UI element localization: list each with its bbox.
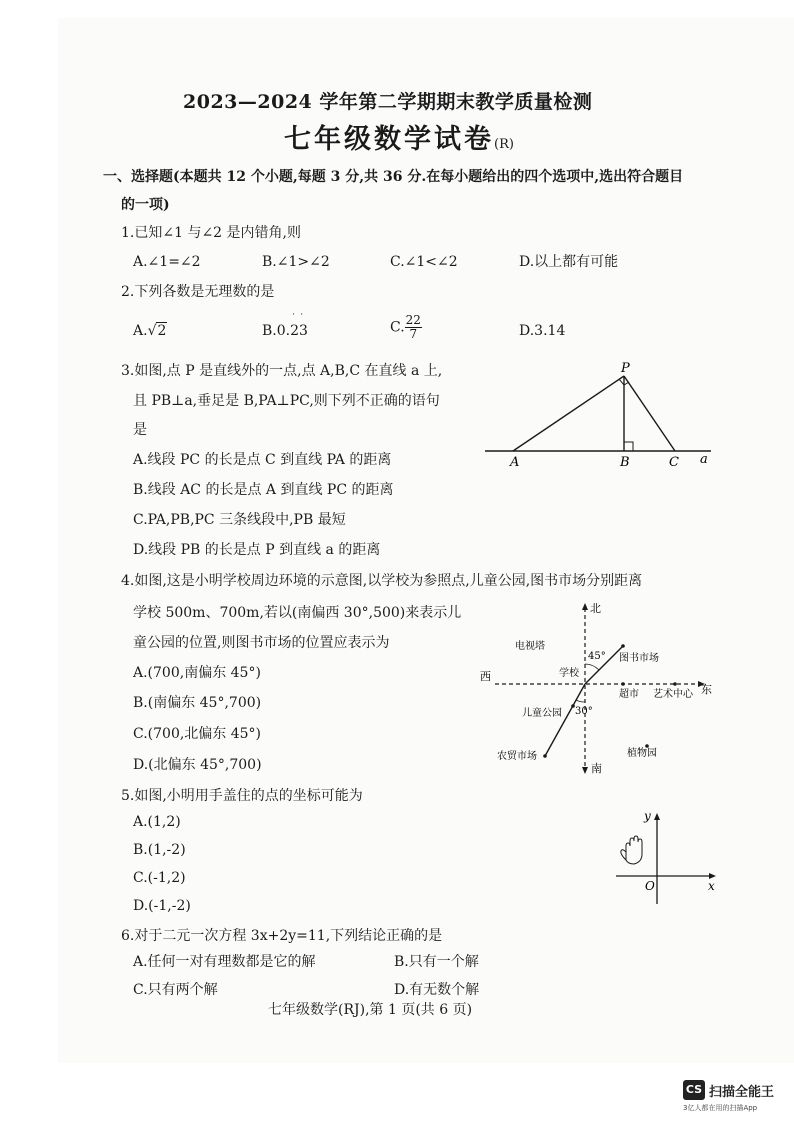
q5-option-b: B.(1,-2) — [133, 842, 186, 858]
q1-option-d: D.以上都有可能 — [519, 254, 619, 270]
label-school: 学校 — [559, 668, 579, 679]
label-b: B — [620, 455, 630, 470]
paper-title — [284, 117, 514, 156]
coordinate-figure — [612, 808, 722, 908]
q4-stem-line1: 4.如图,这是小明学校周边环境的示意图,以学校为参照点,儿童公园,图书市场分别距离 — [121, 573, 643, 589]
north-arrow — [582, 603, 588, 610]
map-figure — [475, 598, 715, 778]
label-book-market: 图书市场 — [619, 653, 659, 664]
park-ray — [545, 684, 585, 756]
label-line-a: a — [700, 452, 708, 467]
paper-title-text: 七年级数学试卷 — [284, 124, 494, 155]
triangle-figure — [483, 360, 713, 470]
label-a: A — [510, 455, 520, 470]
q1-option-c: C.∠1<∠2 — [390, 254, 458, 270]
q2-stem: 2.下列各数是无理数的是 — [121, 284, 275, 300]
scanner-name: 扫描全能王 — [709, 1085, 775, 1100]
y-axis-arrow — [654, 813, 660, 820]
section-heading-cont: 的一项) — [121, 197, 170, 213]
q3-option-a: A.线段 PC 的长是点 C 到直线 PA 的距离 — [133, 452, 392, 468]
label-tv-tower: 电视塔 — [515, 641, 545, 652]
label-supermarket: 超市 — [619, 689, 639, 700]
label-angle-45: 45° — [588, 651, 606, 662]
right-angle-b — [624, 442, 633, 451]
label-west: 西 — [480, 670, 491, 683]
q6-option-d: D.有无数个解 — [394, 982, 480, 998]
q3-option-c: C.PA,PB,PC 三条线段中,PB 最短 — [133, 512, 346, 528]
section-heading: 一、选择题(本题共 12 个小题,每题 3 分,共 36 分.在每小题给出的四个选项中,选出符合题目 — [103, 169, 684, 185]
label-farm-market: 农贸市场 — [497, 751, 537, 762]
label-north: 北 — [590, 602, 601, 615]
sqrt-radicand: 2 — [157, 323, 167, 339]
label-angle-30: 30° — [575, 706, 593, 717]
label-p: P — [621, 361, 630, 376]
q2-option-c: C. $\frac{22}{7}$ — [390, 313, 421, 341]
q4-stem-line2: 学校 500m、700m,若以(南偏西 30°,500)来表示儿 — [133, 605, 462, 621]
q5-option-a: A.(1,2) — [133, 814, 181, 830]
q3-stem-line1: 3.如图,点 P 是直线外的一点,点 A,B,C 在直线 a 上, — [121, 363, 443, 379]
q4-stem-line3: 童公园的位置,则图书市场的位置应表示为 — [133, 635, 390, 651]
q3-stem-line2: 且 PB⊥a,垂足是 B,PA⊥PC,则下列不正确的语句 — [133, 393, 440, 409]
q5-option-d: D.(-1,-2) — [133, 898, 191, 914]
q6-option-b: B.只有一个解 — [394, 954, 479, 970]
q1-stem: 1.已知∠1 与∠2 是内错角,则 — [121, 225, 301, 241]
page-footer: 七年级数学(RJ),第 1 页(共 6 页) — [268, 1002, 473, 1018]
label-south: 南 — [591, 762, 602, 775]
supermarket-dot — [621, 682, 625, 686]
q2-option-a: A.√2 — [133, 323, 167, 339]
label-origin: O — [645, 879, 655, 893]
q4-option-c: C.(700,北偏东 45°) — [133, 726, 262, 742]
art-center-dot — [673, 682, 677, 686]
q5-stem: 5.如图,小明用手盖住的点的坐标可能为 — [121, 788, 363, 804]
book-market-dot — [621, 644, 625, 648]
label-art-center: 艺术中心 — [653, 689, 693, 700]
q3-stem-line3: 是 — [133, 422, 147, 438]
q6-stem: 6.对于二元一次方程 3x+2y=11,下列结论正确的是 — [121, 928, 443, 944]
edition-mark: (R) — [494, 137, 514, 152]
segment-pc — [624, 376, 675, 451]
fraction-22-7: $\frac{22}{7}$ — [405, 313, 421, 341]
scanner-tagline: 3亿人都在用的扫描App — [683, 1104, 758, 1112]
label-botanic: 植物园 — [627, 748, 657, 759]
angle-30-arc — [576, 700, 585, 702]
q3-option-d: D.线段 PB 的长是点 P 到直线 a 的距离 — [133, 542, 381, 558]
exam-title: 2023—2024 学年第二学期期末教学质量检测 — [183, 91, 593, 113]
q4-option-b: B.(南偏东 45°,700) — [133, 695, 262, 711]
repeating-dots: ˙ ˙ — [291, 313, 305, 324]
farm-market-dot — [543, 754, 547, 758]
label-x: x — [708, 879, 715, 893]
q2-option-d: D.3.14 — [519, 323, 566, 339]
q6-option-c: C.只有两个解 — [133, 982, 218, 998]
q2-option-b: B.0.23 — [262, 323, 308, 339]
scanner-logo: CS — [683, 1080, 705, 1100]
segment-pa — [513, 376, 624, 451]
angle-45-arc — [585, 664, 599, 670]
label-y: y — [644, 809, 651, 823]
q4-option-a: A.(700,南偏东 45°) — [133, 665, 261, 681]
q1-option-a: A.∠1=∠2 — [133, 254, 201, 270]
label-c: C — [669, 455, 679, 470]
q1-option-b: B.∠1>∠2 — [262, 254, 330, 270]
q3-option-b: B.线段 AC 的长是点 A 到直线 PC 的距离 — [133, 482, 394, 498]
q4-option-d: D.(北偏东 45°,700) — [133, 757, 262, 773]
q6-option-a: A.任何一对有理数都是它的解 — [133, 954, 316, 970]
hand-icon — [621, 836, 642, 864]
south-arrow — [582, 767, 588, 774]
label-park: 儿童公园 — [522, 708, 562, 719]
q5-option-c: C.(-1,2) — [133, 870, 186, 886]
label-east: 东 — [701, 683, 712, 696]
